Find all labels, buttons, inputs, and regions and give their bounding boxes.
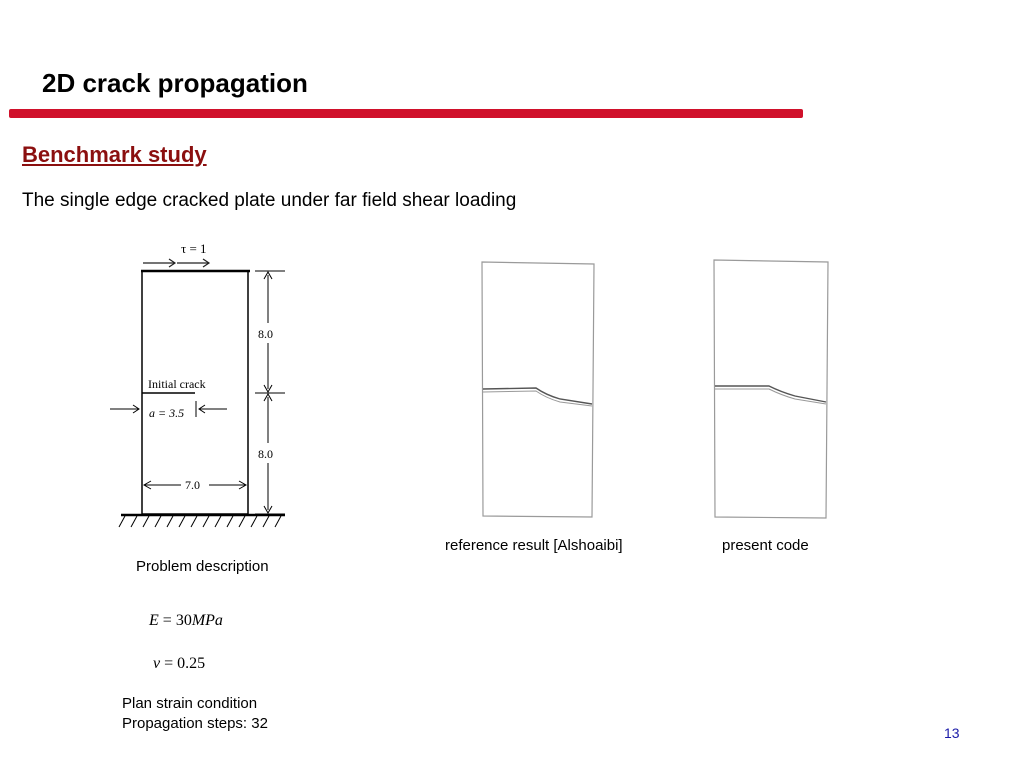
nu-value: 0.25 [177, 655, 206, 672]
width-label: 7.0 [185, 478, 200, 492]
tau-label: τ = 1 [181, 241, 207, 256]
title-divider [9, 109, 803, 118]
slide-title: 2D crack propagation [42, 68, 308, 98]
support-hatching [119, 516, 281, 527]
condition-steps: Propagation steps: 32 [122, 715, 268, 732]
problem-statement: The single edge cracked plate under far field shear loading [22, 190, 517, 211]
height-dimension [255, 271, 285, 514]
section-heading: Benchmark study [22, 142, 207, 167]
condition-strain: Plan strain condition [122, 695, 258, 712]
page-number: 13 [944, 725, 960, 741]
problem-diagram [105, 235, 295, 535]
problem-caption: Problem description [136, 558, 269, 575]
crack-length-label: a = 3.5 [149, 406, 185, 420]
e-value: 30 [175, 612, 192, 629]
equals-sign-nu: = [164, 655, 174, 672]
e-unit: MPa [191, 612, 223, 629]
e-symbol: E [149, 612, 159, 629]
poisson-ratio-formula [153, 655, 205, 673]
youngs-modulus-formula [149, 612, 223, 630]
reference-result-image [478, 258, 598, 520]
present-caption: present code [722, 537, 809, 554]
shear-load-arrows [143, 259, 209, 267]
height-bottom-label: 8.0 [258, 447, 273, 461]
crack-label: Initial crack [148, 377, 206, 391]
simulation-conditions [122, 694, 268, 734]
height-top-label: 8.0 [258, 327, 273, 341]
nu-symbol: v [153, 655, 161, 672]
present-code-image [709, 256, 833, 522]
reference-caption: reference result [Alshoaibi] [445, 537, 623, 554]
equals-sign-e: = [162, 612, 172, 629]
